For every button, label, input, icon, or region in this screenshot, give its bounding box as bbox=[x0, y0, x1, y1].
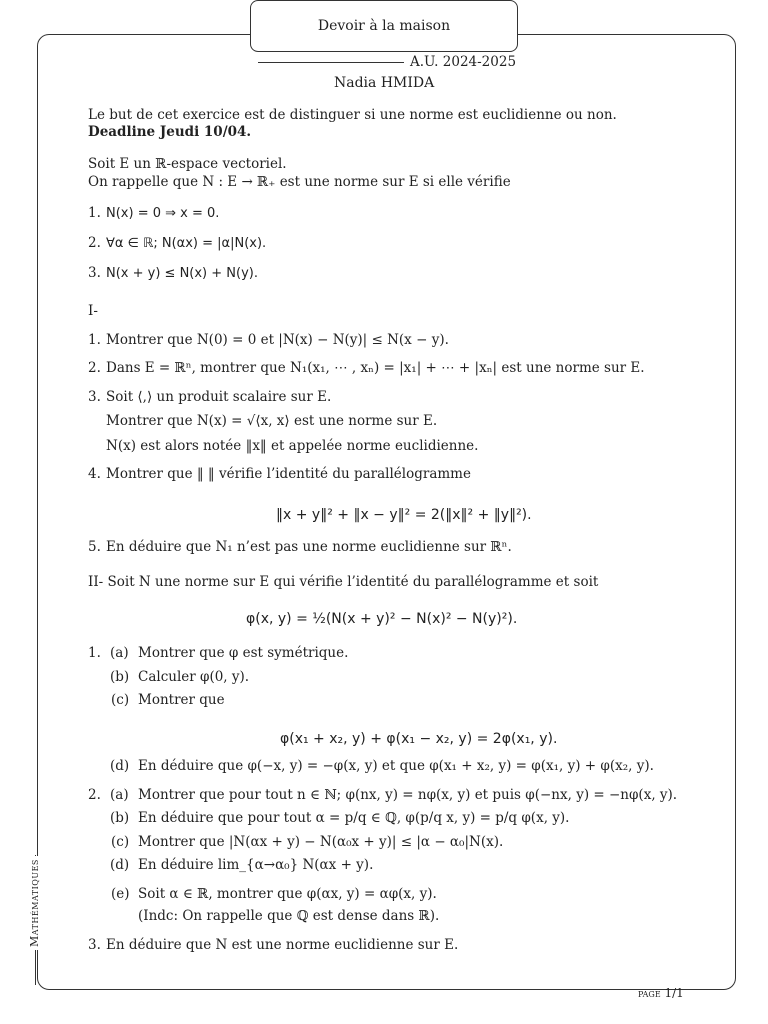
part2-q2c: (c) Montrer que |N(αx + y) − N(α₀x + y)| ≤ |α − α₀|N(x). bbox=[111, 834, 504, 850]
part1-title: I- bbox=[88, 303, 98, 319]
document-title: Devoir à la maison bbox=[250, 0, 518, 52]
part2-q2c-text: Montrer que |N(αx + y) − N(α₀x + y)| ≤ |α − α₀|N(x). bbox=[138, 834, 504, 850]
part2-q2d-text: En déduire lim_{α→α₀} N(αx + y). bbox=[138, 857, 374, 873]
part2-q1b-text: Calculer φ(0, y). bbox=[138, 669, 250, 685]
part2-q3-text: En déduire que N est une norme euclidienne sur E. bbox=[106, 937, 459, 953]
axiom-1: 1. N(x) = 0 ⇒ x = 0. bbox=[88, 205, 220, 221]
part1-q3: 3. Soit ⟨,⟩ un produit scalaire sur E. bbox=[88, 389, 332, 405]
part2-q2d: (d) En déduire lim_{α→α₀} N(αx + y). bbox=[110, 857, 374, 873]
part2-q2e-hint: (Indc: On rappelle que ℚ est dense dans ℝ). bbox=[138, 908, 440, 924]
part1-q1-text: Montrer que N(0) = 0 et |N(x) − N(y)| ≤ N(x − y). bbox=[106, 332, 449, 348]
part2-q1d-text: En déduire que φ(−x, y) = −φ(x, y) et que φ(x₁ + x₂, y) = φ(x₁, y) + φ(x₂, y). bbox=[138, 758, 654, 774]
part2-q2a-text: Montrer que pour tout n ∈ ℕ; φ(nx, y) = nφ(x, y) et puis φ(−nx, y) = −nφ(x, y). bbox=[138, 787, 678, 803]
axiom-2: 2. ∀α ∈ ℝ; N(αx) = |α|N(x). bbox=[88, 235, 267, 251]
part1-q3-text: Soit ⟨,⟩ un produit scalaire sur E. bbox=[106, 389, 332, 405]
subject-label: Mathématiques bbox=[28, 856, 41, 950]
part1-q5: 5. En déduire que N₁ n’est pas une norme euclidienne sur ℝⁿ. bbox=[88, 539, 512, 555]
author-name: Nadia HMIDA bbox=[334, 75, 435, 91]
part2-q3: 3. En déduire que N est une norme euclidienne sur E. bbox=[88, 937, 459, 953]
part1-q4-text: Montrer que ‖ ‖ vérifie l’identité du parallélogramme bbox=[106, 466, 471, 482]
axiom-3-text: N(x + y) ≤ N(x) + N(y). bbox=[106, 266, 258, 281]
part2-q1c: (c) Montrer que bbox=[111, 692, 225, 708]
recall-line-2: On rappelle que N : E → ℝ₊ est une norme sur E si elle vérifie bbox=[88, 174, 511, 190]
part2-q2b: (b) En déduire que pour tout α = p/q ∈ ℚ, φ(p/q x, y) = p/q φ(x, y). bbox=[110, 810, 570, 826]
page-number: page 1/1 bbox=[638, 986, 684, 1000]
part2-q1a-text: Montrer que φ est symétrique. bbox=[138, 645, 349, 661]
part2-q1d: (d) En déduire que φ(−x, y) = −φ(x, y) et que φ(x₁ + x₂, y) = φ(x₁, y) + φ(x₂, y). bbox=[110, 758, 654, 774]
part1-q5-text: En déduire que N₁ n’est pas une norme euclidienne sur ℝⁿ. bbox=[106, 539, 512, 555]
phi-identity: φ(x₁ + x₂, y) + φ(x₁ − x₂, y) = 2φ(x₁, y). bbox=[280, 731, 558, 747]
part1-q2-text: Dans E = ℝⁿ, montrer que N₁(x₁, ⋯ , xₙ) = |x₁| + ⋯ + |xₙ| est une norme sur E. bbox=[106, 360, 645, 376]
part1-q2: 2. Dans E = ℝⁿ, montrer que N₁(x₁, ⋯ , xₙ) = |x₁| + ⋯ + |xₙ| est une norme sur E. bbox=[88, 360, 645, 376]
part2-q2a: 2. (a) Montrer que pour tout n ∈ ℕ; φ(nx, y) = nφ(x, y) et puis φ(−nx, y) = −nφ(x, y). bbox=[88, 787, 678, 803]
intro-goal: Le but de cet exercice est de distinguer si une norme est euclidienne ou non. bbox=[88, 107, 617, 123]
part2-q2e-text: Soit α ∈ ℝ, montrer que φ(αx, y) = αφ(x, y). bbox=[138, 886, 437, 902]
part1-q3-line3: N(x) est alors notée ‖x‖ et appelée norme euclidienne. bbox=[106, 438, 479, 454]
part2-q1b: (b) Calculer φ(0, y). bbox=[110, 669, 250, 685]
part1-q3-line2: Montrer que N(x) = √⟨x, x⟩ est une norme sur E. bbox=[106, 413, 438, 429]
part2-q2e: (e) Soit α ∈ ℝ, montrer que φ(αx, y) = αφ(x, y). bbox=[111, 886, 437, 902]
academic-year: A.U. 2024-2025 bbox=[410, 54, 517, 70]
part2-q1c-text: Montrer que bbox=[138, 692, 225, 708]
part2-q1a: 1. (a) Montrer que φ est symétrique. bbox=[88, 645, 349, 661]
parallelogram-identity: ‖x + y‖² + ‖x − y‖² = 2(‖x‖² + ‖y‖²). bbox=[276, 507, 532, 523]
axiom-3: 3. N(x + y) ≤ N(x) + N(y). bbox=[88, 265, 258, 281]
header-rule bbox=[258, 62, 404, 63]
recall-line-1: Soit E un ℝ-espace vectoriel. bbox=[88, 156, 287, 172]
part1-q4: 4. Montrer que ‖ ‖ vérifie l’identité du parallélogramme bbox=[88, 466, 471, 482]
part1-q1: 1. Montrer que N(0) = 0 et |N(x) − N(y)| ≤ N(x − y). bbox=[88, 332, 449, 348]
axiom-2-text: ∀α ∈ ℝ; N(αx) = |α|N(x). bbox=[106, 236, 267, 251]
part2-q2b-text: En déduire que pour tout α = p/q ∈ ℚ, φ(p/q x, y) = p/q φ(x, y). bbox=[138, 810, 570, 826]
axiom-1-text: N(x) = 0 ⇒ x = 0. bbox=[106, 206, 220, 221]
part2-intro: II- Soit N une norme sur E qui vérifie l’identité du parallélogramme et soit bbox=[88, 574, 599, 590]
phi-definition: φ(x, y) = ½(N(x + y)² − N(x)² − N(y)²). bbox=[246, 611, 518, 627]
deadline: Deadline Jeudi 10/04. bbox=[88, 124, 252, 140]
